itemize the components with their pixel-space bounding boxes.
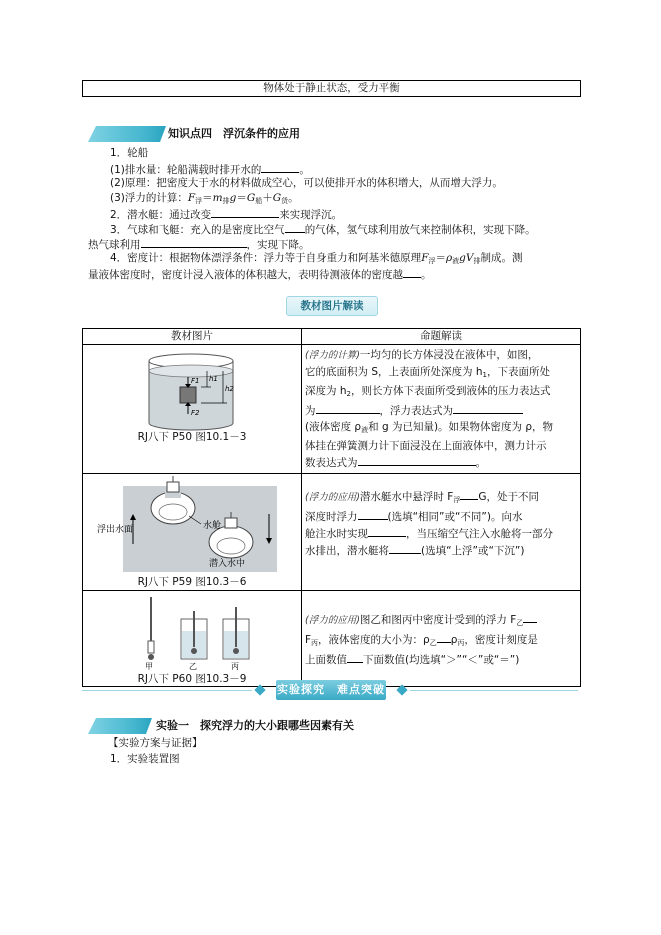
item-hydrometer-cont: 量液体密度时，密度计浸入液体的体积越大，表明待测液体的密度越 。 (88, 266, 432, 283)
blank[interactable] (368, 525, 406, 537)
figure-table (82, 328, 581, 687)
label-h1: h1 (209, 375, 218, 383)
table-header-left: 教材图片 (83, 329, 302, 345)
blank[interactable] (261, 161, 299, 173)
blank[interactable] (211, 206, 279, 218)
blank[interactable] (347, 651, 363, 663)
blank[interactable] (358, 454, 476, 466)
blank[interactable] (389, 542, 421, 554)
table-header-right: 命题解读 (302, 329, 581, 345)
label-jia: 甲 (145, 662, 153, 671)
blank[interactable] (358, 508, 388, 520)
blank[interactable] (403, 266, 421, 278)
item-submarine: 2．潜水艇：通过改变 来实现浮沉。 (110, 206, 342, 223)
table-cell-figure-1 (83, 345, 302, 474)
label-dive: 潜入水中 (209, 559, 246, 569)
label-bing: 丙 (231, 662, 239, 671)
submarine-figure (83, 474, 301, 574)
blank[interactable] (437, 631, 451, 643)
figure-caption-2: RJ八下 P59 图10.3－6 (137, 576, 247, 588)
blank[interactable] (453, 402, 523, 414)
summary-box: 物体处于静止状态，受力平衡 (82, 80, 581, 97)
table-cell-figure-2 (83, 474, 302, 591)
figure-caption-1: RJ八下 P50 图10.1－3 (137, 431, 247, 443)
section-banner: 实验探究 难点突破 (276, 680, 386, 700)
item-1: 1．轮船 (110, 147, 149, 159)
item-buoyancy-calc: (3)浮力的计算：$F_浮=m_排g=G_船+G_货$。 (110, 192, 299, 205)
table-cell-text-2: (浮力的应用)潜水艇水中悬浮时 $F_浮$ G，处于不同 深度时浮力 (选填“相同”或“不同”)。向水 舱注水时实现 ，当压缩空气注入水舱将一部分 水排出，潜水艇将 (选填“上浮”或“下沉”) (302, 474, 581, 591)
divider-right (410, 690, 578, 691)
hydrometer-figure (83, 591, 301, 671)
experiment-ribbon (88, 718, 152, 734)
item-principle: (2)原理：把密度大于水的材料做成空心，可以使排开水的体积增大，从而增大浮力。 (110, 177, 503, 189)
label-h2: h2 (225, 385, 234, 393)
blank[interactable] (523, 611, 537, 623)
item-balloon: 3．气球和飞艇：充入的是密度比空气 的气体，氢气球利用放气来控制体积，实现下降。 (110, 221, 536, 238)
experiment-item-1: 1．实验装置图 (110, 753, 180, 765)
cylinder-figure (83, 347, 301, 435)
experiment-subheading: 【实验方案与证据】 (108, 737, 203, 749)
label-water-tank: 水舱 (203, 521, 222, 531)
label-surface: 浮出水面 (97, 525, 134, 535)
blank[interactable] (285, 221, 305, 233)
figure-caption-3: RJ八下 P60 图10.3－9 (137, 673, 247, 685)
section-ribbon (88, 126, 166, 142)
divider-left (82, 690, 252, 691)
textbook-figure-badge: 教材图片解读 (286, 296, 378, 316)
item-balloon-cont: 热气球利用 ，实现下降。 (88, 236, 310, 253)
experiment-title: 实验一 探究浮力的大小跟哪些因素有关 (156, 719, 354, 732)
label-yi: 乙 (189, 662, 197, 671)
label-F1: F1 (191, 377, 200, 385)
section-title: 知识点四 浮沉条件的应用 (168, 127, 300, 140)
blank[interactable] (141, 236, 247, 248)
item-hydrometer: 4．密度计：根据物体漂浮条件：浮力等于自身重力和阿基米德原理$F_浮=\rho_液gV_排$制成。测 (110, 252, 523, 265)
blank[interactable] (316, 402, 380, 414)
table-cell-text-1: (浮力的计算)一均匀的长方体浸没在液体中，如图， 它的底面积为 S，上表面所处深度为 $h_1$，下表面所处 深度为 $h_2$，则长方体下表面所受到液体的压力表达式 为 ，浮力表达式为 (液体密度 $\rho_液$和 g 为已知量)。如果物体密度为 ρ，物 体挂在弹簧测力计下面浸没在上面液体中，测力计示 数表达式为 。 (302, 345, 581, 474)
table-cell-figure-3 (83, 591, 302, 687)
item-displacement: (1)排水量：轮船满载时排开水的 。 (110, 161, 310, 178)
blank[interactable] (460, 488, 478, 500)
table-cell-text-3: (浮力的应用)图乙和图丙中密度计受到的浮力 $F_乙$ $F_丙$，液体密度的大小为：$\rho_乙$ $\rho_丙$，密度计刻度是 上面数值 下面数值(均选填“＞”“＜”或“＝”) (302, 591, 581, 687)
label-F2: F2 (191, 409, 200, 417)
